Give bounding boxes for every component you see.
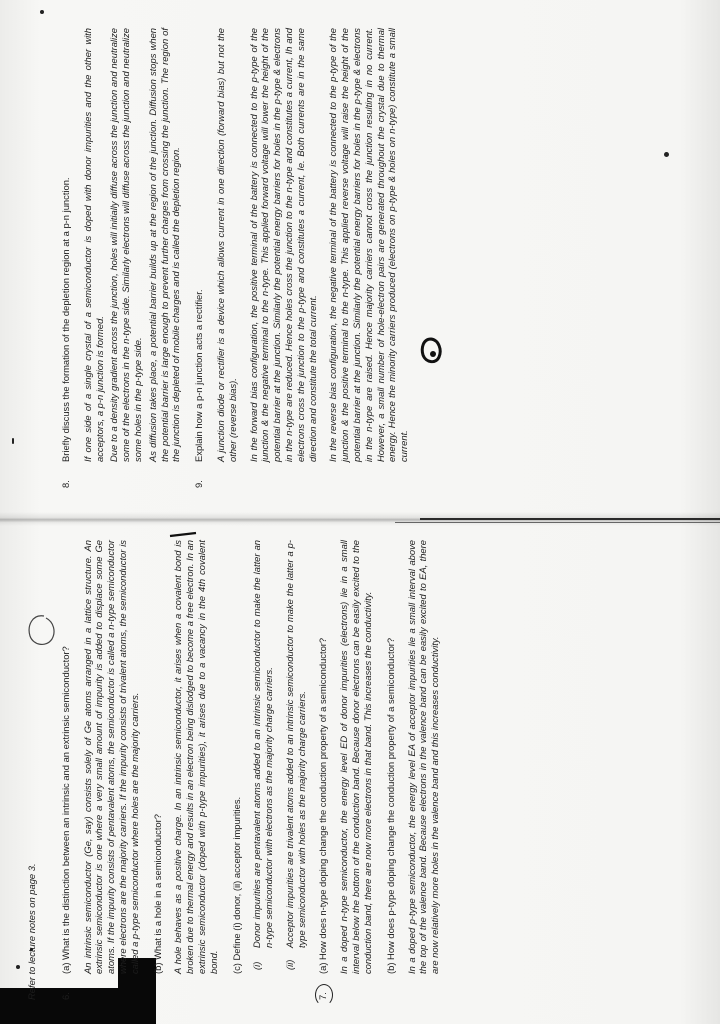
speck-1: [40, 10, 44, 14]
answer-9: [215, 28, 410, 462]
answer-9-paragraph-1: A junction diode or rectifier is a device which allows current in one direction (forward bias) but not the other (reverse bias).: [214, 28, 238, 462]
question-6a-text: (a) What is the distinction between an intrinsic and an extrinsic semiconductor?: [59, 646, 71, 974]
page-edge-line: [420, 518, 720, 520]
question-6: [60, 540, 72, 1000]
list-marker: (ii): [283, 959, 295, 970]
question-9: [193, 28, 205, 488]
question-7: [317, 540, 329, 1000]
answer-6c-ii: [283, 540, 308, 970]
answer-6c-i: [251, 540, 275, 970]
page-edge-line-secondary: [395, 522, 720, 523]
question-6b-text: (b) What is a hole in a semiconductor?: [151, 814, 163, 974]
question-number: 9.: [193, 480, 205, 488]
question-7b-text: (b) How does p-type doping change the conduction property of a semiconductor?: [384, 637, 396, 974]
answer-text: Acceptor impurities are trivalent atoms added to an intrinsic semiconductor to make the latter a p-type semiconductor with holes as the majority charge carriers.: [283, 540, 307, 948]
list-marker: (i): [251, 961, 263, 970]
answer-6b: A hole behaves as a positive charge. In an intrinsic semiconductor, it arises when a covalent bond is broken due to thermal energy and results in an electron being dislodged to become a free electron. In an extrinsic semiconductor (doped with p-type impurities), it arises due to a vacancy in the 4th covalent bond.: [172, 540, 219, 974]
answer-text: Donor impurities are pentavalent atoms added to an intrinsic semiconductor to make the latter an n-type semiconductor with electrons as the majority charge carriers.: [251, 540, 275, 948]
question-number: 6.: [59, 992, 71, 1000]
answer-7a: In a doped n-type semiconductor, the energy level ED of donor impurities (electrons) lie in a small interval below the bottom of the conduction band. Because donor electrons can be easily excited to the conduction band, there are now more electrons in that band. This increases the conductivity.: [338, 540, 373, 974]
answer-8-paragraph-1: If one side of a single crystal of a semiconductor is doped with donor impurities and the other with acceptors, a p-n junction is formed.: [81, 28, 105, 462]
question-6c-text: (c) Define (i) donor, (ii) acceptor impurities.: [230, 796, 242, 974]
answer-9-paragraph-3: In the reverse bias configuration, the negative terminal of the battery is connected to the p-type of the junction & the positive terminal to the n-type. This applied reverse voltage will raise the height of the potential barrier at the junction. Similarly the potential energy barriers for holes in the p-type & electrons in the n-type are raised. Hence majority carriers cannot cross the junction resulting in no current. However, a small number of hole-electron pairs are generated throughout the crystal due to thermal energy. Hence the minority carriers produced (electrons on p-type & holes on n-type) constitute a small current.: [327, 28, 410, 462]
answer-7b: In a doped p-type semiconductor, the energy level EA of acceptor impurities lie a small interval above the top of the valence band. Because electrons in the valence band can be easily excited to EA, there are now relatively more holes in the valence band and this increases conductivity.: [405, 540, 441, 974]
right-text-column: [60, 28, 720, 488]
speck-4: [16, 965, 20, 969]
question-9-text: Explain how a p-n junction acts a rectifier.: [193, 289, 205, 462]
question-8-text: Briefly discuss the formation of the depletion region at a p-n junction.: [60, 177, 71, 462]
answer-8-paragraph-2: Due to a density gradient across the junction, holes will initially diffuse across the junction and neutralize some of the electrons in the n-type side. Similarly electrons will diffuse across the junction and neutralize some holes in the p-type side.: [108, 28, 143, 462]
question-number: 8.: [60, 480, 71, 488]
answer-8: [82, 28, 182, 462]
answer-8-paragraph-3: As diffusion takes place, a potential barrier builds up at the region of the junction. Diffusion stops when the potential barrier is large enough to prevent further charges from crossing the junction. The region of the junction is depleted of mobile charges and is called the depletion region.: [146, 28, 182, 462]
question-8: [60, 28, 72, 488]
answer-6a: An intrinsic semiconductor (Ge, say) consists solely of Ge atoms arranged in a lattice structure. An extrinsic semiconductor is one where a very small amount of impurity is added to displace some Ge atoms. If the impurity consists of pentavalent atoms, the semiconductor is called a n-type semiconductor where electrons are the majority carriers. If the impurity consists of trivalent atoms, the semiconductor is called a p-type semiconductor where holes are the majority carriers.: [81, 540, 140, 974]
question-number: 7.: [316, 992, 328, 1000]
answer-9-paragraph-2: In the forward bias configuration, the positive terminal of the battery is connected to the p-type of the junction & the negative terminal to the n-type. This applied forward voltage will lower the height of the potential barrier at the junction. Similarly the potential energy barriers for holes in the p-type & electrons in the n-type are reduced. Hence holes cross the junction to the n-type and constitutes a current, Ih and electrons cross the junction to the p-type and constitutes a current, Ie. Both currents are in the same direction and constitute the total current.: [247, 28, 318, 462]
speck-5: [12, 438, 14, 444]
lecture-notes-reference: Refer to lecture notes on page 3.: [26, 863, 37, 1000]
question-7a-text: (a) How does n-type doping change the conduction property of a semiconductor?: [316, 637, 328, 974]
left-text-column: [26, 540, 701, 1000]
